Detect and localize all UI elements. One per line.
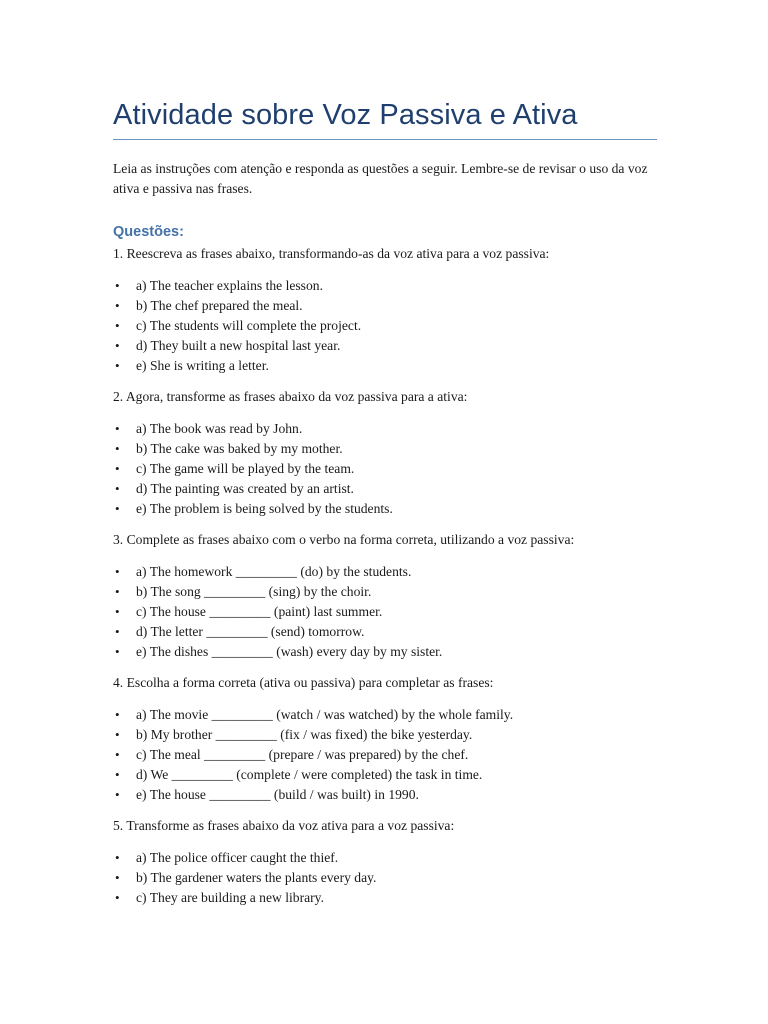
bullet-icon: • <box>115 318 120 333</box>
question-list <box>113 848 658 908</box>
list-item-text: b) The song _________ (sing) by the choir. <box>136 584 372 599</box>
bullet-icon: • <box>115 358 120 373</box>
list-item-text: a) The homework _________ (do) by the students. <box>136 564 412 579</box>
list-item-text: e) She is writing a letter. <box>136 358 269 373</box>
intro-paragraph: Leia as instruções com atenção e responda as questões a seguir. Lembre-se de revisar o uso da voz ativa e passiva nas frases. <box>113 161 648 196</box>
bullet-icon: • <box>115 644 120 659</box>
list-item-text: e) The house _________ (build / was built) in 1990. <box>136 787 419 802</box>
list-item-text: d) They built a new hospital last year. <box>136 338 341 353</box>
bullet-icon: • <box>115 421 120 436</box>
bullet-icon: • <box>115 747 120 762</box>
list-item <box>113 868 658 888</box>
section-heading: Questões: <box>113 224 184 240</box>
list-item <box>113 888 658 908</box>
list-item-text: c) They are building a new library. <box>136 890 324 905</box>
list-item <box>113 725 658 745</box>
list-item-text: c) The game will be played by the team. <box>136 461 355 476</box>
question-prompt: 4. Escolha a forma correta (ativa ou passiva) para completar as frases: <box>113 675 494 690</box>
list-item-text: a) The police officer caught the thief. <box>136 850 339 865</box>
list-item <box>113 622 658 642</box>
question-prompt: 1. Reescreva as frases abaixo, transformando-as da voz ativa para a voz passiva: <box>113 246 550 261</box>
question-list <box>113 562 658 662</box>
bullet-icon: • <box>115 441 120 456</box>
list-item-text: b) My brother _________ (fix / was fixed) the bike yesterday. <box>136 727 473 742</box>
list-item-text: d) We _________ (complete / were completed) the task in time. <box>136 767 483 782</box>
bullet-icon: • <box>115 727 120 742</box>
document-page <box>113 96 658 908</box>
bullet-icon: • <box>115 850 120 865</box>
list-item <box>113 765 658 785</box>
page-title: Atividade sobre Voz Passiva e Ativa <box>113 99 578 131</box>
list-item-text: c) The meal _________ (prepare / was prepared) by the chef. <box>136 747 469 762</box>
question-prompt: 5. Transforme as frases abaixo da voz ativa para a voz passiva: <box>113 818 455 833</box>
question-list <box>113 276 658 376</box>
list-item <box>113 336 658 356</box>
list-item-text: b) The chef prepared the meal. <box>136 298 303 313</box>
list-item <box>113 642 658 662</box>
list-item <box>113 745 658 765</box>
list-item <box>113 562 658 582</box>
bullet-icon: • <box>115 604 120 619</box>
bullet-icon: • <box>115 624 120 639</box>
list-item-text: b) The cake was baked by my mother. <box>136 441 343 456</box>
question-block <box>113 244 658 376</box>
list-item-text: c) The house _________ (paint) last summer. <box>136 604 383 619</box>
list-item <box>113 276 658 296</box>
bullet-icon: • <box>115 278 120 293</box>
question-block <box>113 387 658 519</box>
question-block <box>113 530 658 662</box>
list-item-text: a) The teacher explains the lesson. <box>136 278 323 293</box>
title-underline <box>113 139 657 140</box>
list-item <box>113 602 658 622</box>
bullet-icon: • <box>115 767 120 782</box>
list-item <box>113 459 658 479</box>
bullet-icon: • <box>115 564 120 579</box>
list-item <box>113 316 658 336</box>
list-item-text: a) The movie _________ (watch / was watched) by the whole family. <box>136 707 514 722</box>
list-item <box>113 356 658 376</box>
list-item <box>113 499 658 519</box>
bullet-icon: • <box>115 298 120 313</box>
bullet-icon: • <box>115 707 120 722</box>
bullet-icon: • <box>115 890 120 905</box>
bullet-icon: • <box>115 870 120 885</box>
list-item-text: b) The gardener waters the plants every day. <box>136 870 377 885</box>
list-item-text: c) The students will complete the project. <box>136 318 362 333</box>
list-item <box>113 479 658 499</box>
list-item <box>113 582 658 602</box>
question-prompt: 2. Agora, transforme as frases abaixo da voz passiva para a ativa: <box>113 389 468 404</box>
question-list <box>113 705 658 805</box>
list-item <box>113 785 658 805</box>
list-item-text: d) The letter _________ (send) tomorrow. <box>136 624 365 639</box>
bullet-icon: • <box>115 481 120 496</box>
question-list <box>113 419 658 519</box>
list-item-text: e) The problem is being solved by the students. <box>136 501 393 516</box>
question-block <box>113 673 658 805</box>
list-item <box>113 419 658 439</box>
list-item <box>113 848 658 868</box>
question-prompt: 3. Complete as frases abaixo com o verbo na forma correta, utilizando a voz passiva: <box>113 532 575 547</box>
bullet-icon: • <box>115 338 120 353</box>
list-item-text: d) The painting was created by an artist. <box>136 481 354 496</box>
question-block <box>113 816 658 908</box>
bullet-icon: • <box>115 584 120 599</box>
list-item-text: e) The dishes _________ (wash) every day by my sister. <box>136 644 443 659</box>
bullet-icon: • <box>115 787 120 802</box>
bullet-icon: • <box>115 501 120 516</box>
list-item <box>113 439 658 459</box>
list-item <box>113 705 658 725</box>
list-item-text: a) The book was read by John. <box>136 421 303 436</box>
list-item <box>113 296 658 316</box>
bullet-icon: • <box>115 461 120 476</box>
